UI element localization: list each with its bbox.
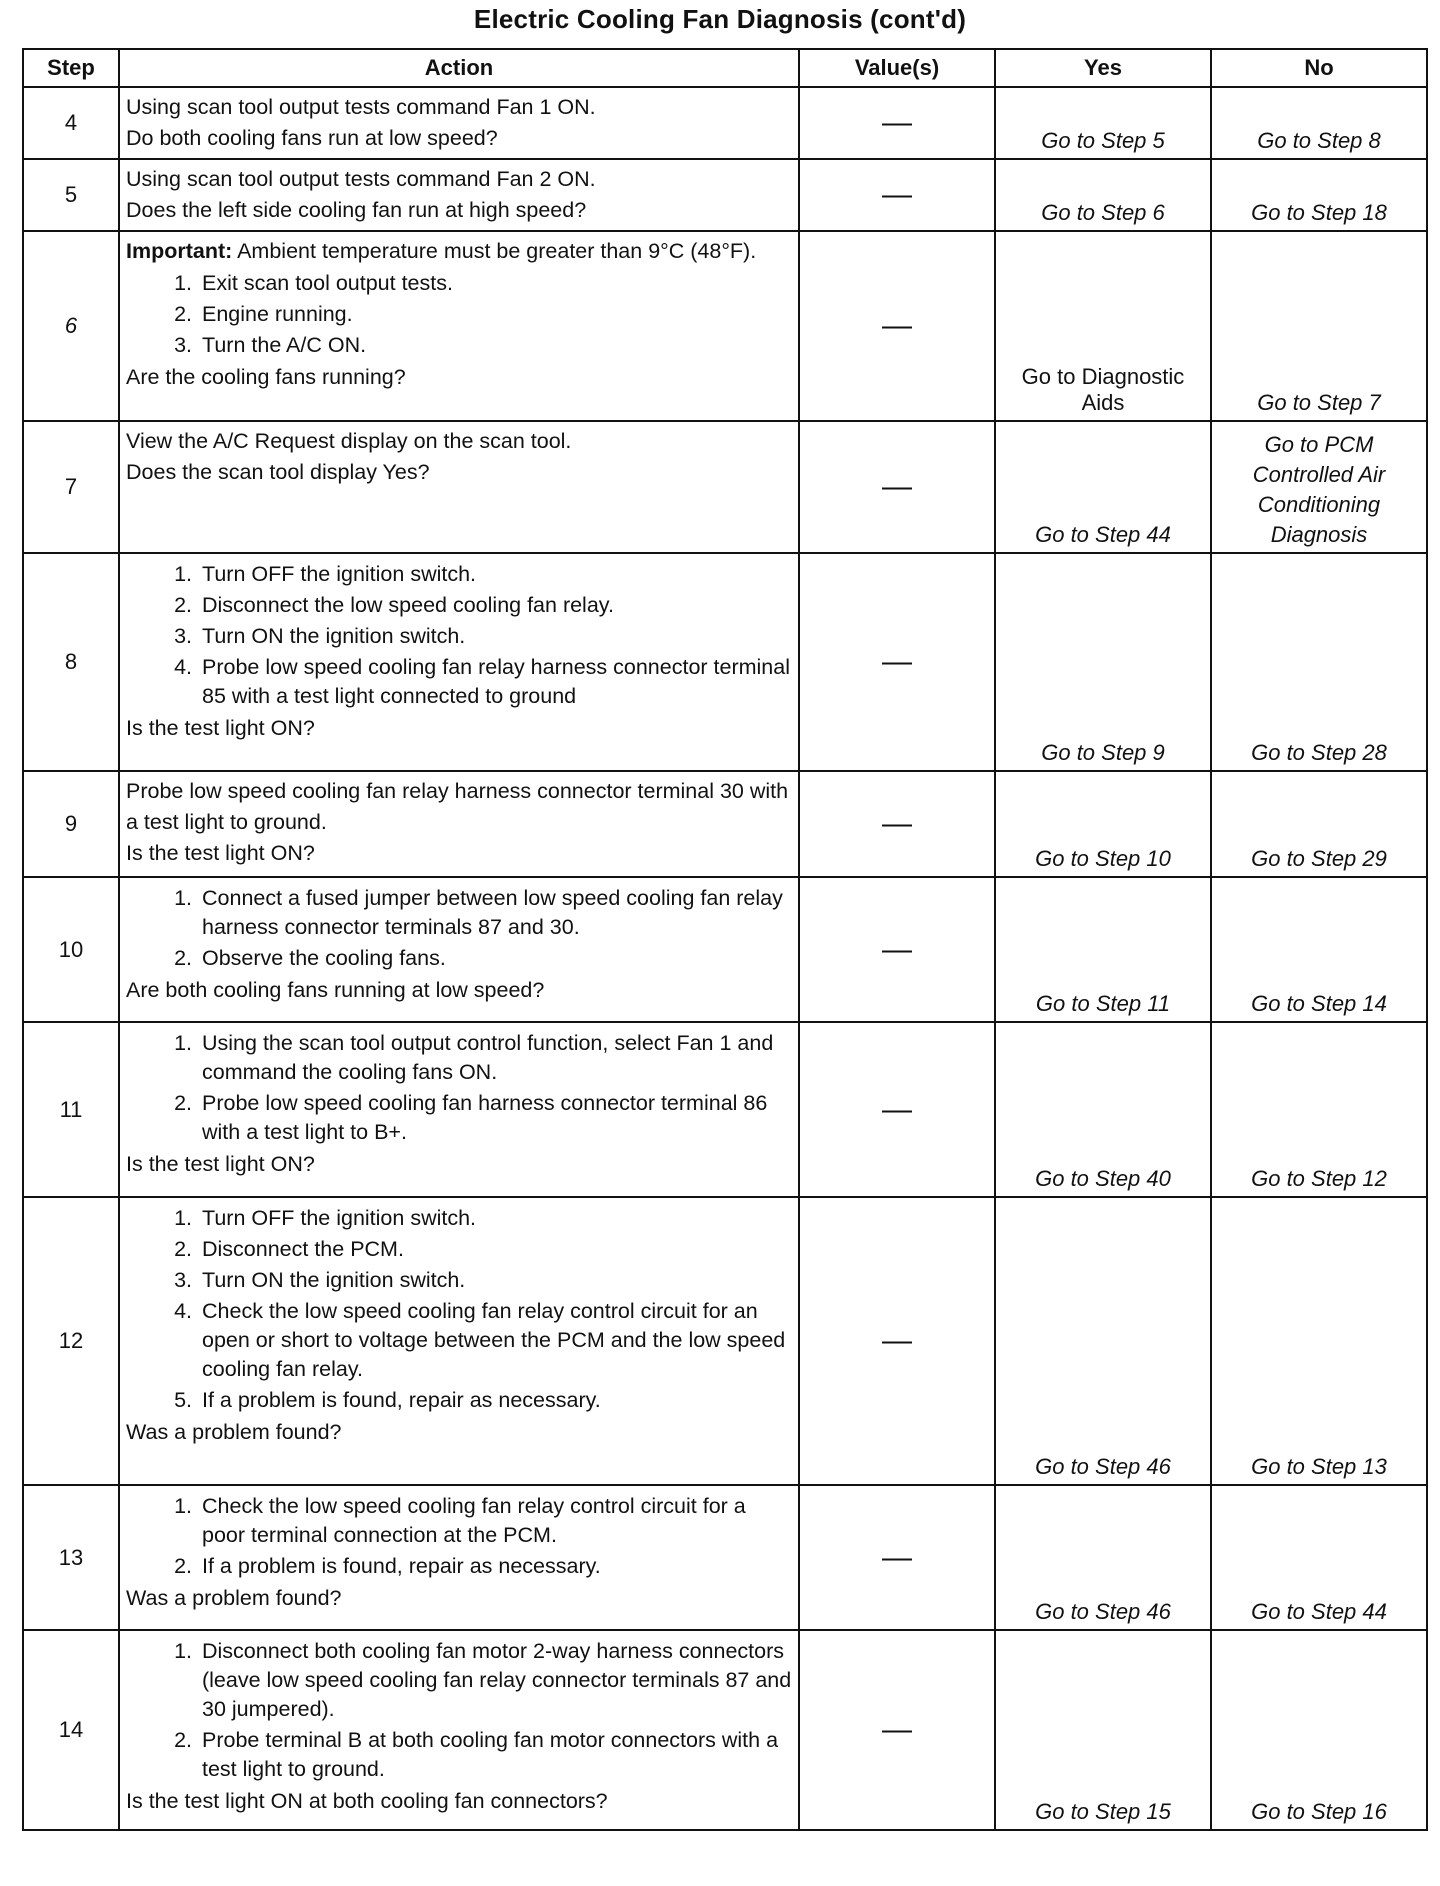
action-cell	[119, 1022, 799, 1197]
action-cell	[119, 159, 799, 231]
action-item: 1. Disconnect both cooling fan motor 2-way harness connectors (leave low speed cooling fan relay connector terminals 87 and 30 jumpered).	[174, 1639, 792, 1721]
action-item: 1. Turn OFF the ignition switch.	[174, 562, 477, 586]
yes-cell: Go to Step 9	[995, 553, 1211, 771]
step-number: 9	[23, 771, 119, 877]
value-cell: —	[799, 231, 995, 421]
step-number: 11	[23, 1022, 119, 1197]
action-text: Using scan tool output tests command Fan 1 ON.	[126, 95, 596, 119]
action-item: 1. Using the scan tool output control function, select Fan 1 and command the cooling fans ON.	[174, 1031, 774, 1084]
important-label: Important:	[126, 239, 233, 263]
no-cell: Go to Step 29	[1211, 771, 1427, 877]
table-row-step-14	[23, 1630, 1427, 1830]
step-number: 6	[23, 231, 119, 421]
yes-cell: Go to Diagnostic Aids	[995, 231, 1211, 421]
value-cell: —	[799, 421, 995, 553]
yes-cell: Go to Step 40	[995, 1022, 1211, 1197]
action-item: 1. Connect a fused jumper between low speed cooling fan relay harness connector terminals 87 and 30.	[174, 886, 783, 939]
action-item: 4. Probe low speed cooling fan relay harness connector terminal 85 with a test light connected to ground	[174, 655, 790, 708]
value-cell: —	[799, 1485, 995, 1630]
action-cell	[119, 1630, 799, 1830]
table-row-step-8	[23, 553, 1427, 771]
action-question: Are both cooling fans running at low speed?	[126, 978, 545, 1002]
step-number: 12	[23, 1197, 119, 1485]
no-cell: Go to Step 13	[1211, 1197, 1427, 1485]
table-row-step-13	[23, 1485, 1427, 1630]
action-item: 3. Turn ON the ignition switch.	[174, 1268, 466, 1292]
action-item: 2. Disconnect the low speed cooling fan relay.	[174, 593, 614, 617]
diagnosis-table	[22, 48, 1428, 1831]
header-values: Value(s)	[799, 49, 995, 87]
step-number: 10	[23, 877, 119, 1022]
yes-cell: Go to Step 5	[995, 87, 1211, 159]
value-cell: —	[799, 1197, 995, 1485]
no-cell: Go to Step 18	[1211, 159, 1427, 231]
step-number: 7	[23, 421, 119, 553]
page-title: Electric Cooling Fan Diagnosis (cont'd)	[473, 4, 967, 34]
important-text: Ambient temperature must be greater than 9°C (48°F).	[237, 239, 757, 263]
yes-cell: Go to Step 46	[995, 1197, 1211, 1485]
value-cell: —	[799, 1630, 995, 1830]
action-text: View the A/C Request display on the scan tool.	[126, 429, 572, 453]
action-question: Is the test light ON?	[126, 1152, 315, 1176]
yes-cell: Go to Step 44	[995, 421, 1211, 553]
step-number: 5	[23, 159, 119, 231]
yes-cell: Go to Step 11	[995, 877, 1211, 1022]
no-cell: Go to Step 8	[1211, 87, 1427, 159]
action-cell	[119, 231, 799, 421]
action-cell	[119, 421, 799, 553]
action-text: Using scan tool output tests command Fan 2 ON.	[126, 167, 596, 191]
action-question: Does the scan tool display Yes?	[126, 460, 430, 484]
action-question: Was a problem found?	[126, 1420, 342, 1444]
action-item: 3. Turn the A/C ON.	[174, 333, 367, 357]
yes-cell: Go to Step 6	[995, 159, 1211, 231]
table-row-step-9	[23, 771, 1427, 877]
table-row-step-4	[23, 87, 1427, 159]
table-row-step-7	[23, 421, 1427, 553]
no-cell: Go to Step 12	[1211, 1022, 1427, 1197]
action-question: Does the left side cooling fan run at high speed?	[126, 198, 587, 222]
action-item: 2. Probe low speed cooling fan harness connector terminal 86 with a test light to B+.	[174, 1091, 768, 1144]
value-cell: —	[799, 877, 995, 1022]
action-question: Is the test light ON?	[126, 716, 315, 740]
action-cell	[119, 1197, 799, 1485]
yes-cell: Go to Step 15	[995, 1630, 1211, 1830]
action-cell	[119, 87, 799, 159]
no-cell: Go to Step 7	[1211, 231, 1427, 421]
action-cell	[119, 1485, 799, 1630]
no-cell: Go to PCM Controlled Air Conditioning Diagnosis	[1211, 421, 1427, 553]
action-text: Probe low speed cooling fan relay harness connector terminal 30 with a test light to ground.	[126, 779, 789, 834]
action-question: Are the cooling fans running?	[126, 365, 406, 389]
action-item: 4. Check the low speed cooling fan relay control circuit for an open or short to voltage between the PCM and the low speed cooling fan relay.	[174, 1299, 786, 1381]
action-cell	[119, 877, 799, 1022]
action-item: 2. Observe the cooling fans.	[174, 946, 446, 970]
action-item: 2. If a problem is found, repair as necessary.	[174, 1554, 601, 1578]
yes-cell: Go to Step 10	[995, 771, 1211, 877]
header-no: No	[1211, 49, 1427, 87]
header-step: Step	[23, 49, 119, 87]
value-cell: —	[799, 159, 995, 231]
table-row-step-5	[23, 159, 1427, 231]
action-item: 3. Turn ON the ignition switch.	[174, 624, 466, 648]
action-item: 2. Probe terminal B at both cooling fan motor connectors with a test light to ground.	[174, 1728, 779, 1781]
action-question: Is the test light ON?	[126, 841, 315, 865]
value-cell: —	[799, 1022, 995, 1197]
step-number: 14	[23, 1630, 119, 1830]
action-item: 1. Turn OFF the ignition switch.	[174, 1206, 477, 1230]
action-question: Do both cooling fans run at low speed?	[126, 126, 498, 150]
no-cell: Go to Step 14	[1211, 877, 1427, 1022]
action-cell	[119, 553, 799, 771]
action-question: Is the test light ON at both cooling fan connectors?	[126, 1789, 608, 1813]
action-item: 2. Engine running.	[174, 302, 353, 326]
table-row-step-10	[23, 877, 1427, 1022]
step-number: 4	[23, 87, 119, 159]
table-row-step-12	[23, 1197, 1427, 1485]
header-yes: Yes	[995, 49, 1211, 87]
yes-cell: Go to Step 46	[995, 1485, 1211, 1630]
value-cell: —	[799, 87, 995, 159]
action-item: 1. Check the low speed cooling fan relay control circuit for a poor terminal connection at the PCM.	[174, 1494, 746, 1547]
action-question: Was a problem found?	[126, 1586, 342, 1610]
action-item: 5. If a problem is found, repair as necessary.	[174, 1388, 601, 1412]
action-item: 2. Disconnect the PCM.	[174, 1237, 404, 1261]
no-cell: Go to Step 28	[1211, 553, 1427, 771]
table-row-step-6	[23, 231, 1427, 421]
action-item: 1. Exit scan tool output tests.	[174, 271, 453, 295]
value-cell: —	[799, 553, 995, 771]
step-number: 13	[23, 1485, 119, 1630]
step-number: 8	[23, 553, 119, 771]
value-cell: —	[799, 771, 995, 877]
table-row-step-11	[23, 1022, 1427, 1197]
no-cell: Go to Step 16	[1211, 1630, 1427, 1830]
action-cell	[119, 771, 799, 877]
header-action: Action	[119, 49, 799, 87]
header-row	[23, 49, 1427, 87]
no-cell: Go to Step 44	[1211, 1485, 1427, 1630]
